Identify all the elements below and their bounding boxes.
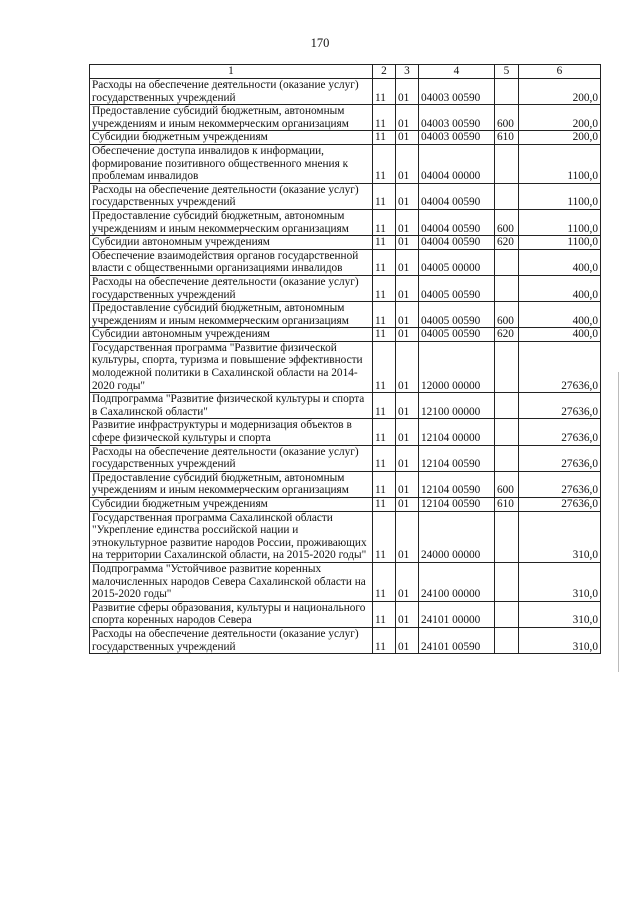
cell-name: Подпрограмма "Устойчивое развитие коренных малочисленных народов Севера Сахалинской области на 2015-2020 годы" xyxy=(90,562,373,601)
cell-subsection: 01 xyxy=(396,131,419,145)
cell-amount: 27636,0 xyxy=(519,393,601,419)
cell-name: Субсидии автономным учреждениям xyxy=(90,328,373,342)
cell-expense-type xyxy=(495,275,519,301)
scan-artifact xyxy=(618,372,619,672)
cell-section: 11 xyxy=(373,562,396,601)
cell-expense-type: 600 xyxy=(495,105,519,131)
cell-subsection: 01 xyxy=(396,105,419,131)
cell-target-article: 12104 00590 xyxy=(419,498,495,512)
header-col-1: 1 xyxy=(90,65,373,79)
cell-amount: 27636,0 xyxy=(519,471,601,497)
cell-target-article: 24101 00590 xyxy=(419,627,495,653)
table-row xyxy=(90,627,601,653)
cell-subsection: 01 xyxy=(396,236,419,250)
cell-expense-type xyxy=(495,341,519,392)
cell-expense-type xyxy=(495,79,519,105)
table-row xyxy=(90,445,601,471)
cell-section: 11 xyxy=(373,144,396,183)
cell-expense-type: 600 xyxy=(495,302,519,328)
table-row xyxy=(90,393,601,419)
cell-target-article: 04003 00590 xyxy=(419,105,495,131)
cell-name: Обеспечение доступа инвалидов к информации, формирование позитивного общественного мнения к проблемам инвалидов xyxy=(90,144,373,183)
cell-amount: 400,0 xyxy=(519,328,601,342)
cell-subsection: 01 xyxy=(396,419,419,445)
cell-amount: 1100,0 xyxy=(519,209,601,235)
table-row xyxy=(90,209,601,235)
cell-name: Расходы на обеспечение деятельности (оказание услуг) государственных учреждений xyxy=(90,183,373,209)
header-col-3: 3 xyxy=(396,65,419,79)
cell-amount: 310,0 xyxy=(519,511,601,562)
table-row xyxy=(90,79,601,105)
cell-name: Развитие инфраструктуры и модернизация объектов в сфере физической культуры и спорта xyxy=(90,419,373,445)
cell-expense-type: 600 xyxy=(495,209,519,235)
cell-expense-type: 610 xyxy=(495,498,519,512)
cell-section: 11 xyxy=(373,393,396,419)
cell-section: 11 xyxy=(373,183,396,209)
cell-target-article: 12100 00000 xyxy=(419,393,495,419)
header-col-4: 4 xyxy=(419,65,495,79)
cell-amount: 310,0 xyxy=(519,601,601,627)
cell-name: Расходы на обеспечение деятельности (оказание услуг) государственных учреждений xyxy=(90,445,373,471)
header-col-2: 2 xyxy=(373,65,396,79)
table-row xyxy=(90,302,601,328)
cell-section: 11 xyxy=(373,627,396,653)
budget-table xyxy=(89,64,601,654)
header-col-6: 6 xyxy=(519,65,601,79)
cell-name: Расходы на обеспечение деятельности (оказание услуг) государственных учреждений xyxy=(90,627,373,653)
table-row xyxy=(90,471,601,497)
cell-target-article: 12104 00000 xyxy=(419,419,495,445)
cell-target-article: 12000 00000 xyxy=(419,341,495,392)
cell-subsection: 01 xyxy=(396,79,419,105)
cell-expense-type: 620 xyxy=(495,328,519,342)
table-row xyxy=(90,419,601,445)
cell-target-article: 24100 00000 xyxy=(419,562,495,601)
cell-section: 11 xyxy=(373,209,396,235)
cell-target-article: 24101 00000 xyxy=(419,601,495,627)
cell-name: Предоставление субсидий бюджетным, автономным учреждениям и иным некоммерческим организациям xyxy=(90,302,373,328)
cell-subsection: 01 xyxy=(396,275,419,301)
cell-amount: 1100,0 xyxy=(519,236,601,250)
cell-name: Субсидии автономным учреждениям xyxy=(90,236,373,250)
cell-amount: 27636,0 xyxy=(519,341,601,392)
cell-expense-type xyxy=(495,511,519,562)
cell-target-article: 04003 00590 xyxy=(419,131,495,145)
cell-target-article: 04004 00590 xyxy=(419,236,495,250)
cell-amount: 200,0 xyxy=(519,131,601,145)
table-row xyxy=(90,328,601,342)
cell-subsection: 01 xyxy=(396,144,419,183)
table-row xyxy=(90,144,601,183)
cell-amount: 310,0 xyxy=(519,562,601,601)
cell-target-article: 04004 00000 xyxy=(419,144,495,183)
cell-subsection: 01 xyxy=(396,627,419,653)
cell-expense-type xyxy=(495,419,519,445)
cell-section: 11 xyxy=(373,341,396,392)
cell-subsection: 01 xyxy=(396,249,419,275)
cell-target-article: 04005 00590 xyxy=(419,275,495,301)
cell-target-article: 12104 00590 xyxy=(419,445,495,471)
cell-expense-type xyxy=(495,627,519,653)
cell-target-article: 04005 00590 xyxy=(419,302,495,328)
cell-expense-type xyxy=(495,562,519,601)
cell-section: 11 xyxy=(373,302,396,328)
table-row xyxy=(90,498,601,512)
cell-subsection: 01 xyxy=(396,341,419,392)
cell-section: 11 xyxy=(373,328,396,342)
table-row xyxy=(90,511,601,562)
cell-section: 11 xyxy=(373,249,396,275)
cell-subsection: 01 xyxy=(396,209,419,235)
cell-section: 11 xyxy=(373,498,396,512)
cell-section: 11 xyxy=(373,471,396,497)
cell-target-article: 24000 00000 xyxy=(419,511,495,562)
cell-name: Расходы на обеспечение деятельности (оказание услуг) государственных учреждений xyxy=(90,275,373,301)
cell-subsection: 01 xyxy=(396,302,419,328)
cell-expense-type: 620 xyxy=(495,236,519,250)
cell-subsection: 01 xyxy=(396,562,419,601)
cell-name: Государственная программа Сахалинской области "Укрепление единства российской нации и этнокультурное развитие народов России, проживающих на территории Сахалинской области, на 2015-2020 годы" xyxy=(90,511,373,562)
cell-subsection: 01 xyxy=(396,498,419,512)
cell-name: Расходы на обеспечение деятельности (оказание услуг) государственных учреждений xyxy=(90,79,373,105)
cell-amount: 200,0 xyxy=(519,79,601,105)
cell-amount: 400,0 xyxy=(519,249,601,275)
table-row xyxy=(90,183,601,209)
cell-section: 11 xyxy=(373,105,396,131)
cell-name: Предоставление субсидий бюджетным, автономным учреждениям и иным некоммерческим организациям xyxy=(90,471,373,497)
cell-name: Субсидии бюджетным учреждениям xyxy=(90,498,373,512)
cell-expense-type xyxy=(495,249,519,275)
cell-amount: 200,0 xyxy=(519,105,601,131)
cell-expense-type xyxy=(495,393,519,419)
cell-expense-type xyxy=(495,183,519,209)
cell-section: 11 xyxy=(373,445,396,471)
header-col-5: 5 xyxy=(495,65,519,79)
cell-name: Развитие сферы образования, культуры и национального спорта коренных народов Севера xyxy=(90,601,373,627)
cell-target-article: 04005 00590 xyxy=(419,328,495,342)
cell-expense-type: 600 xyxy=(495,471,519,497)
cell-target-article: 12104 00590 xyxy=(419,471,495,497)
cell-name: Субсидии бюджетным учреждениям xyxy=(90,131,373,145)
cell-amount: 400,0 xyxy=(519,302,601,328)
cell-name: Государственная программа "Развитие физической культуры, спорта, туризма и повышение эффективности молодежной политики в Сахалинской области на 2014-2020 годы" xyxy=(90,341,373,392)
cell-subsection: 01 xyxy=(396,445,419,471)
cell-name: Подпрограмма "Развитие физической культуры и спорта в Сахалинской области" xyxy=(90,393,373,419)
table-row xyxy=(90,236,601,250)
cell-amount: 1100,0 xyxy=(519,183,601,209)
cell-section: 11 xyxy=(373,511,396,562)
cell-name: Предоставление субсидий бюджетным, автономным учреждениям и иным некоммерческим организациям xyxy=(90,209,373,235)
cell-amount: 27636,0 xyxy=(519,419,601,445)
cell-name: Обеспечение взаимодействия органов государственной власти с общественными организациями инвалидов xyxy=(90,249,373,275)
cell-amount: 400,0 xyxy=(519,275,601,301)
table-row xyxy=(90,601,601,627)
cell-subsection: 01 xyxy=(396,471,419,497)
cell-amount: 310,0 xyxy=(519,627,601,653)
table-row xyxy=(90,341,601,392)
table-row xyxy=(90,105,601,131)
cell-amount: 27636,0 xyxy=(519,445,601,471)
page-number: 170 xyxy=(310,36,330,50)
cell-section: 11 xyxy=(373,79,396,105)
cell-subsection: 01 xyxy=(396,601,419,627)
cell-subsection: 01 xyxy=(396,183,419,209)
cell-section: 11 xyxy=(373,419,396,445)
cell-expense-type xyxy=(495,601,519,627)
table-row xyxy=(90,131,601,145)
cell-subsection: 01 xyxy=(396,511,419,562)
cell-target-article: 04003 00590 xyxy=(419,79,495,105)
cell-target-article: 04005 00000 xyxy=(419,249,495,275)
table-row xyxy=(90,249,601,275)
cell-expense-type: 610 xyxy=(495,131,519,145)
cell-amount: 1100,0 xyxy=(519,144,601,183)
cell-subsection: 01 xyxy=(396,328,419,342)
cell-section: 11 xyxy=(373,236,396,250)
cell-section: 11 xyxy=(373,601,396,627)
cell-section: 11 xyxy=(373,131,396,145)
cell-section: 11 xyxy=(373,275,396,301)
table-row xyxy=(90,562,601,601)
cell-target-article: 04004 00590 xyxy=(419,183,495,209)
cell-name: Предоставление субсидий бюджетным, автономным учреждениям и иным некоммерческим организациям xyxy=(90,105,373,131)
cell-subsection: 01 xyxy=(396,393,419,419)
table-row xyxy=(90,275,601,301)
cell-amount: 27636,0 xyxy=(519,498,601,512)
cell-expense-type xyxy=(495,144,519,183)
cell-target-article: 04004 00590 xyxy=(419,209,495,235)
header-row xyxy=(90,65,601,79)
cell-expense-type xyxy=(495,445,519,471)
